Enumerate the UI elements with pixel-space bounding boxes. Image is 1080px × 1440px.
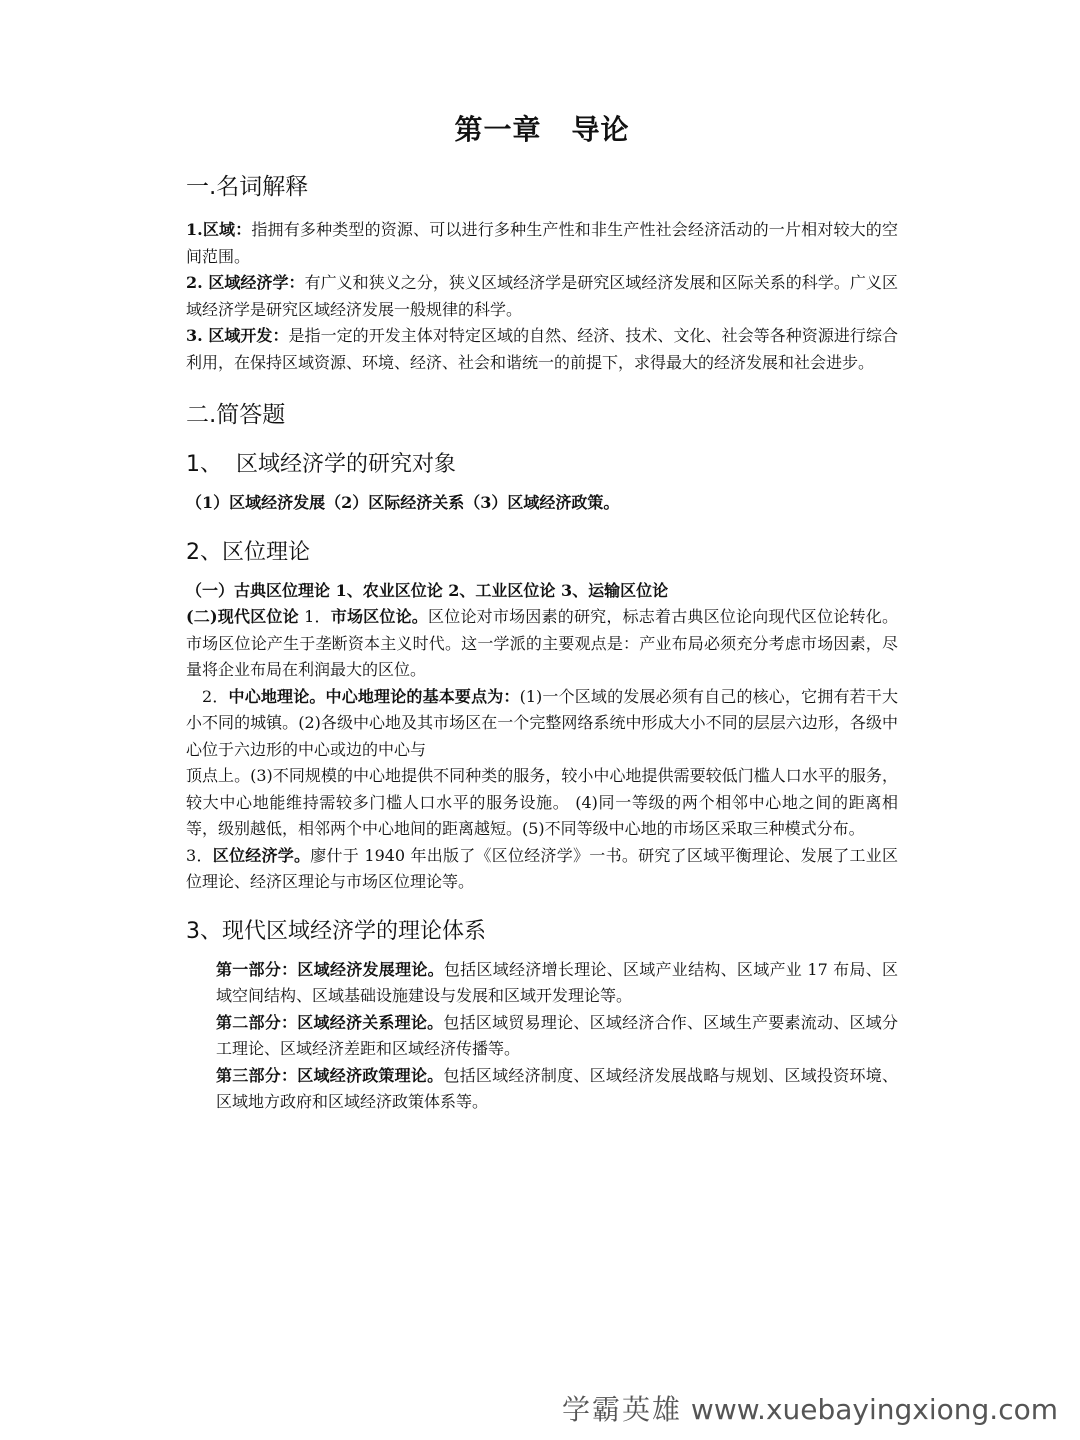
section-heading-terms: 一.名词解释 (186, 174, 309, 200)
chapter-title (186, 108, 898, 148)
location-economics: 3．区位经济学。廖什于 1940 年出版了《区位经济学》一书。研究了区域平衡理论、发展了工业区位理论、经济区理论与市场区位理论等。 (186, 845, 898, 891)
section-heading-questions: 二.简答题 (186, 402, 286, 428)
term-definition-3: 3. 区域开发：是指一定的开发主体对特定区域的自然、经济、技术、文化、社会等各种资源进行综合利用，在保持区域资源、环境、经济、社会和谐统一的前提下，求得最大的经济发展和社会进步。 (186, 326, 898, 372)
watermark-brand: 学霸英雄 (562, 1393, 683, 1426)
question-2-heading: 2、区位理论 (186, 539, 310, 565)
classic-location-theory: （一）古典区位理论 1、农业区位论 2、工业区位论 3、运输区位论 (186, 580, 669, 600)
site-watermark (562, 1388, 1058, 1428)
theory-part-2: 第二部分：区域经济关系理论。包括区域贸易理论、区域经济合作、区域生产要素流动、区域分工理论、区域经济差距和区域经济传播等。 (216, 1012, 898, 1058)
central-place-theory: 2．中心地理论。中心地理论的基本要点为：(1)一个区域的发展必须有自己的核心，它拥有若干大小不同的城镇。(2)各级中心地及其市场区在一个完整网络系统中形成大小不同的层层六边形，各级中心位于六边形的中心或边的中心与 (186, 686, 898, 759)
chapter-number: 第一章 (454, 113, 542, 146)
term-definition-2: 2. 区域经济学：有广义和狭义之分，狭义区域经济学是研究区域经济发展和区际关系的科学。广义区域经济学是研究区域经济发展一般规律的科学。 (186, 273, 898, 319)
document-page (186, 108, 898, 1116)
theory-part-1: 第一部分：区域经济发展理论。包括区域经济增长理论、区域产业结构、区域产业 17 布局、区域空间结构、区域基础设施建设与发展和区域开发理论等。 (216, 959, 898, 1005)
term-definition-1: 1.区域：指拥有多种类型的资源、可以进行多种生产性和非生产性社会经济活动的一片相对较大的空间范围。 (186, 220, 898, 266)
modern-location-theory: (二)现代区位论 1．市场区位论。区位论对市场因素的研究，标志着古典区位论向现代区位论转化。市场区位论产生于垄断资本主义时代。这一学派的主要观点是：产业布局必须充分考虑市场因素，尽量将企业布局在利润最大的区位。 (186, 607, 898, 679)
question-1-heading: 1、 区域经济学的研究对象 (186, 452, 456, 477)
chapter-name: 导论 (571, 113, 630, 146)
question-1-answer: （1）区域经济发展（2）区际经济关系（3）区域经济政策。 (186, 493, 620, 512)
central-place-theory-cont: 顶点上。(3)不同规模的中心地提供不同种类的服务，较小中心地提供需要较低门槛人口水平的服务，较大中心地能维持需较多门槛人口水平的服务设施。 (4)同一等级的两个相邻中心地之间的距离相等，级别越低，相邻两个中心地间的距离越短。(5)不同等级中心地的市场区采取三种模式分布。 (186, 766, 898, 838)
theory-part-3: 第三部分：区域经济政策理论。包括区域经济制度、区域经济发展战略与规划、区域投资环境、区域地方政府和区域经济政策体系等。 (216, 1065, 898, 1111)
question-3-heading: 3、现代区域经济学的理论体系 (186, 918, 486, 944)
watermark-url: www.xuebayingxiong.com (690, 1393, 1058, 1426)
